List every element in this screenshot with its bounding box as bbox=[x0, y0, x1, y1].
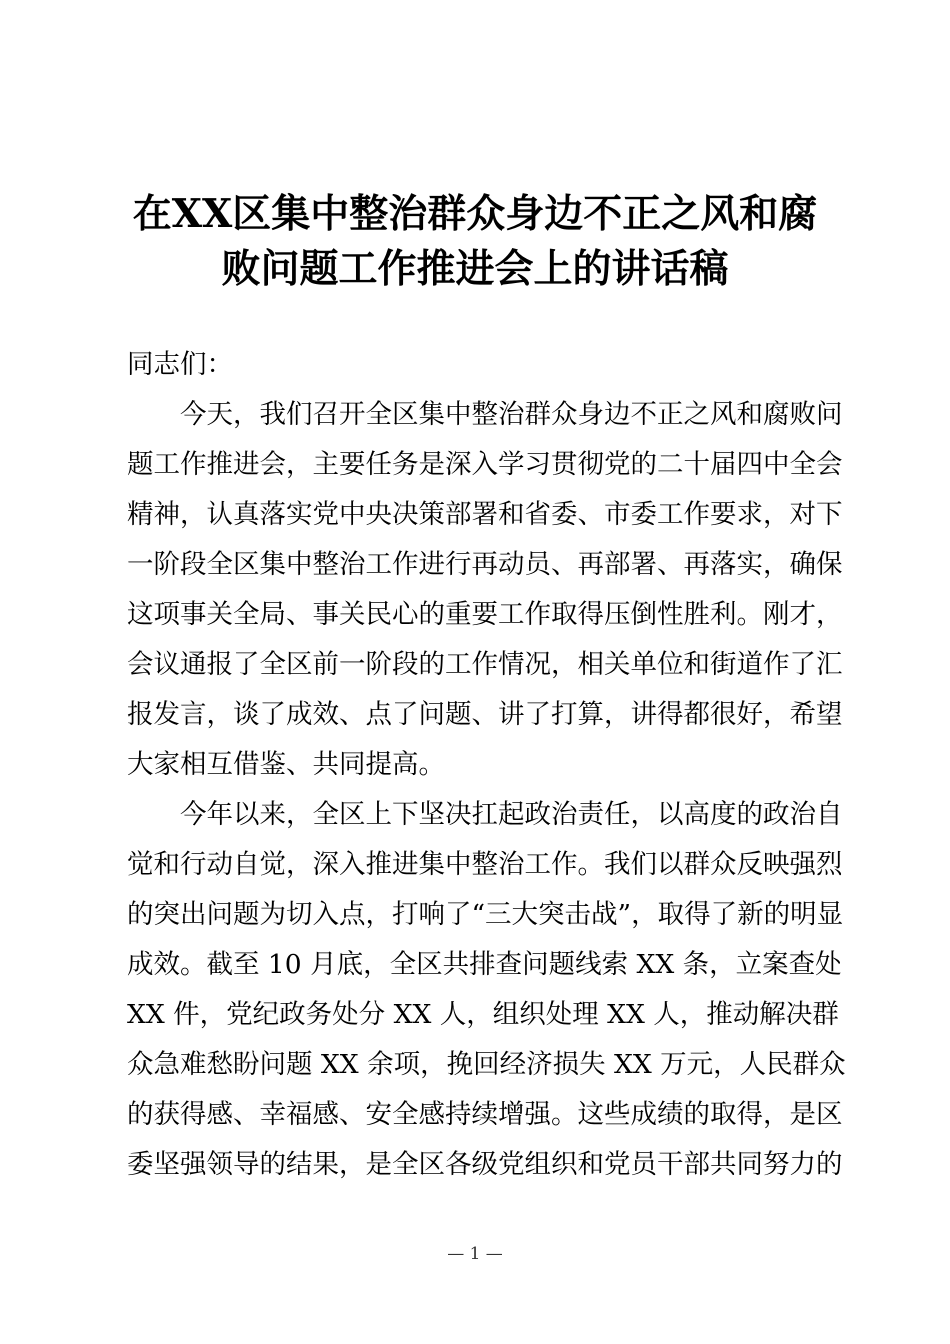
document-title bbox=[100, 187, 850, 297]
text-line: 大家相互借鉴、共同提高。 bbox=[127, 749, 445, 780]
salutation: 同志们： bbox=[127, 349, 233, 380]
text-line: 今年以来，全区上下坚决扛起政治责任，以高度的政治自 bbox=[180, 799, 843, 830]
title-line: 在XX区集中整治群众身边不正之风和腐 bbox=[132, 191, 818, 237]
text-line: 委坚强领导的结果，是全区各级党组织和党员干部共同努力的 bbox=[127, 1149, 843, 1180]
document-body bbox=[127, 340, 846, 1190]
text-line: 的突出问题为切入点，打响了“三大突击战”，取得了新的明显 bbox=[127, 899, 844, 930]
text-line: 今天，我们召开全区集中整治群众身边不正之风和腐败问 bbox=[180, 399, 843, 430]
paragraph bbox=[127, 390, 843, 790]
text-line: 会议通报了全区前一阶段的工作情况，相关单位和街道作了汇 bbox=[127, 649, 843, 680]
page-number: — 1 — bbox=[447, 1244, 503, 1264]
text-line: 题工作推进会，主要任务是深入学习贯彻党的二十届四中全会 bbox=[127, 449, 843, 480]
text-line: 成效。截至 10 月底，全区共排查问题线索 XX 条，立案查处 bbox=[127, 949, 842, 980]
text-line: XX 件，党纪政务处分 XX 人，组织处理 XX 人，推动解决群 bbox=[127, 999, 839, 1030]
title-line: 败问题工作推进会上的讲话稿 bbox=[221, 246, 729, 292]
text-line: 精神，认真落实党中央决策部署和省委、市委工作要求，对下 bbox=[127, 499, 843, 530]
text-line: 的获得感、幸福感、安全感持续增强。这些成绩的取得，是区 bbox=[127, 1099, 843, 1130]
text-line: 众急难愁盼问题 XX 余项，挽回经济损失 XX 万元，人民群众 bbox=[127, 1049, 846, 1080]
text-line: 这项事关全局、事关民心的重要工作取得压倒性胜利。刚才， bbox=[127, 599, 843, 630]
text-line: 报发言，谈了成效、点了问题、讲了打算，讲得都很好，希望 bbox=[127, 699, 843, 730]
paragraph bbox=[127, 790, 846, 1190]
text-line: 觉和行动自觉，深入推进集中整治工作。我们以群众反映强烈 bbox=[127, 849, 843, 880]
text-line: 一阶段全区集中整治工作进行再动员、再部署、再落实，确保 bbox=[127, 549, 843, 580]
